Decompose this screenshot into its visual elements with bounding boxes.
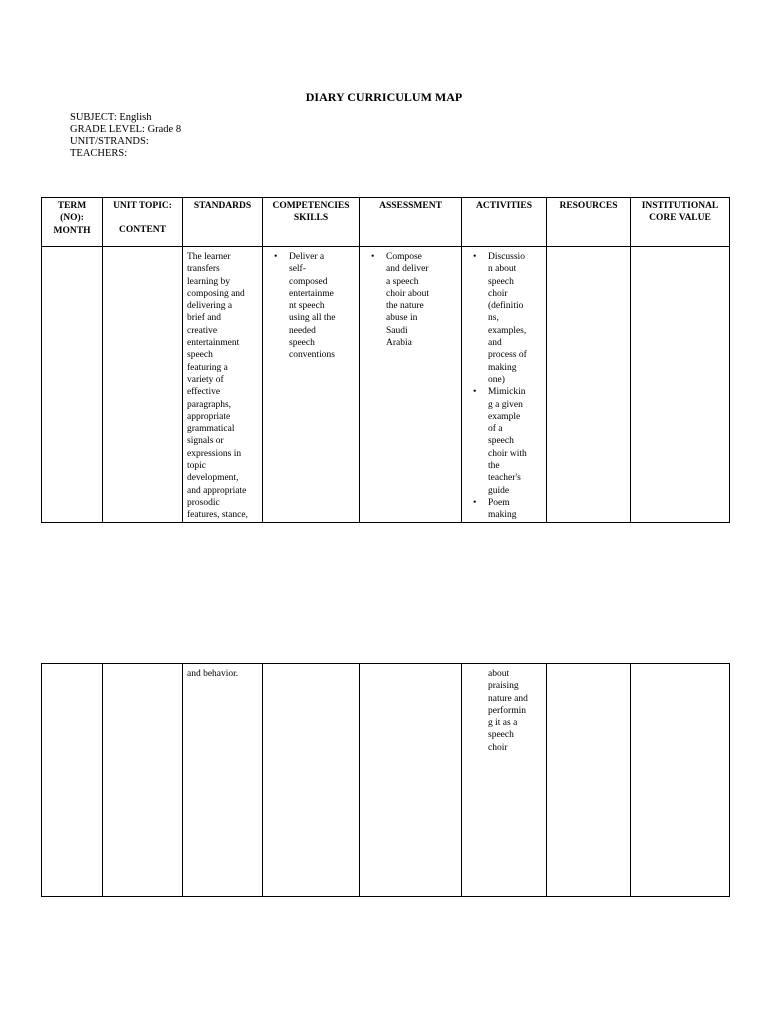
standards-line: entertainment [187,338,240,349]
assessment-list [360,247,461,349]
cell-standards [183,664,263,897]
list-item-line: process of [488,350,527,361]
competencies-list [263,247,359,362]
list-item-line: • Discussio [488,252,525,262]
header-term-line: (NO): [60,213,84,224]
cell-term [42,247,103,523]
standards-line: prosodic [187,497,220,508]
activities-line: praising [488,681,519,692]
header-unit-line: UNIT TOPIC: [113,201,172,211]
standards-line: features, stance, [187,510,248,521]
teachers-line: TEACHERS: [70,148,128,159]
curriculum-table-page1 [41,197,730,523]
list-item-line: using all the [289,313,336,324]
activities-line: speech [488,730,514,741]
list-item-line: making [488,362,517,373]
standards-line: effective [187,387,221,398]
list-item-line: speech [488,276,514,287]
list-item-line: self- [289,264,306,275]
list-item-line: nt speech [289,301,325,312]
list-item-line: • Deliver a [289,252,325,262]
standards-line: composing and [187,288,245,299]
list-item [267,251,357,362]
list-item-line: and [488,338,502,349]
list-item-line: entertainme [289,288,334,299]
list-item-line: and deliver [386,264,429,275]
list-item-line: teacher's [488,473,521,484]
list-item-line: the [488,461,500,472]
header-institutional-line: CORE VALUE [649,213,711,224]
list-item-line: one) [488,374,505,385]
standards-line: creative [187,325,218,336]
header-unit-line: CONTENT [119,225,166,236]
list-item-line: g a given [488,399,523,410]
header-unit-topic [103,198,183,247]
header-term-line: TERM [57,201,87,211]
standards-line: appropriate [187,411,231,422]
header-competencies [263,198,360,247]
list-item [466,386,544,497]
standards-line: development, [187,473,239,484]
standards-text [183,664,262,680]
cell-unit-topic [103,664,183,897]
list-item-line: examples, [488,325,527,336]
standards-line: brief and [187,313,222,324]
cell-term [42,664,103,897]
standards-line: signals or [187,436,224,447]
list-item-line: guide [488,485,510,496]
header-competencies-line: SKILLS [293,213,329,224]
list-item-line: example [488,411,521,422]
standards-line: featuring a [187,362,228,373]
list-item-line: the nature [386,301,424,312]
list-item-line: choir with [488,448,527,459]
activities-line: nature and [488,693,528,704]
activities-list [462,247,546,522]
cell-unit-topic [103,247,183,523]
list-item [364,251,459,349]
standards-text [183,247,262,522]
cell-resources [547,664,631,897]
header-competencies-line: COMPETENCIES [272,201,350,211]
activities-line: about [488,669,510,679]
standards-line: variety of [187,374,224,385]
header-institutional-line: INSTITUTIONAL [641,201,719,211]
cell-institutional-core-value [631,664,730,897]
standards-line: expressions in [187,448,242,459]
list-item-line: needed [289,325,316,336]
header-term [42,198,103,247]
subject-line: SUBJECT: English [70,112,152,123]
list-item [466,497,544,522]
cell-resources [547,247,631,523]
table-row [42,664,730,897]
activities-line: g it as a [488,718,518,729]
header-row [42,198,730,247]
cell-institutional-core-value [631,247,730,523]
cell-assessment [360,664,462,897]
list-item-line: composed [289,276,328,287]
table-row [42,247,730,523]
document-meta [70,112,181,160]
list-item-line: choir about [386,288,430,299]
list-item-line: • Poem [488,497,510,508]
standards-line: delivering a [187,301,233,312]
standards-line: The learner [187,252,231,262]
activities-text [462,664,546,754]
list-item-line: • Compose [386,252,422,262]
list-item [466,251,544,386]
standards-line: speech [187,350,213,361]
header-activities: ACTIVITIES [462,198,547,247]
list-item-line: of a [488,424,503,435]
cell-standards [183,247,263,523]
list-item-line: Arabia [386,338,412,349]
cell-assessment [360,247,462,523]
list-item-line: • Mimickin [488,387,526,398]
standards-line: and behavior. [187,669,239,679]
standards-line: topic [187,461,206,472]
cell-competencies [263,664,360,897]
standards-line: grammatical [187,424,235,435]
list-item-line: n about [488,264,517,275]
list-item-line: (definitio [488,301,524,312]
list-item-line: making [488,510,517,521]
header-term-line: MONTH [53,225,91,236]
grade-level-line: GRADE LEVEL: Grade 8 [70,124,182,135]
list-item-line: Saudi [386,325,408,336]
list-item-line: speech [289,338,315,349]
page-title: DIARY CURRICULUM MAP [305,90,463,104]
header-standards: STANDARDS [183,198,263,247]
list-item-line: choir [488,288,508,299]
cell-activities [462,247,547,523]
activities-line: performin [488,705,526,716]
standards-line: learning by [187,276,231,287]
cell-competencies [263,247,360,523]
list-item-line: a speech [386,276,419,287]
header-assessment: ASSESSMENT [360,198,462,247]
list-item-line: conventions [289,350,335,361]
header-institutional-core-value [631,198,730,247]
header-resources: RESOURCES [547,198,631,247]
list-item-line: speech [488,436,514,447]
cell-activities [462,664,547,897]
standards-line: and appropriate [187,485,247,496]
standards-line: transfers [187,264,220,275]
list-item-line: ns, [488,313,499,324]
unit-strands-line: UNIT/STRANDS: [70,136,149,147]
curriculum-table-page2 [41,663,730,897]
activities-line: choir [488,742,508,753]
list-item-line: abuse in [386,313,418,324]
standards-line: paragraphs, [187,399,232,410]
